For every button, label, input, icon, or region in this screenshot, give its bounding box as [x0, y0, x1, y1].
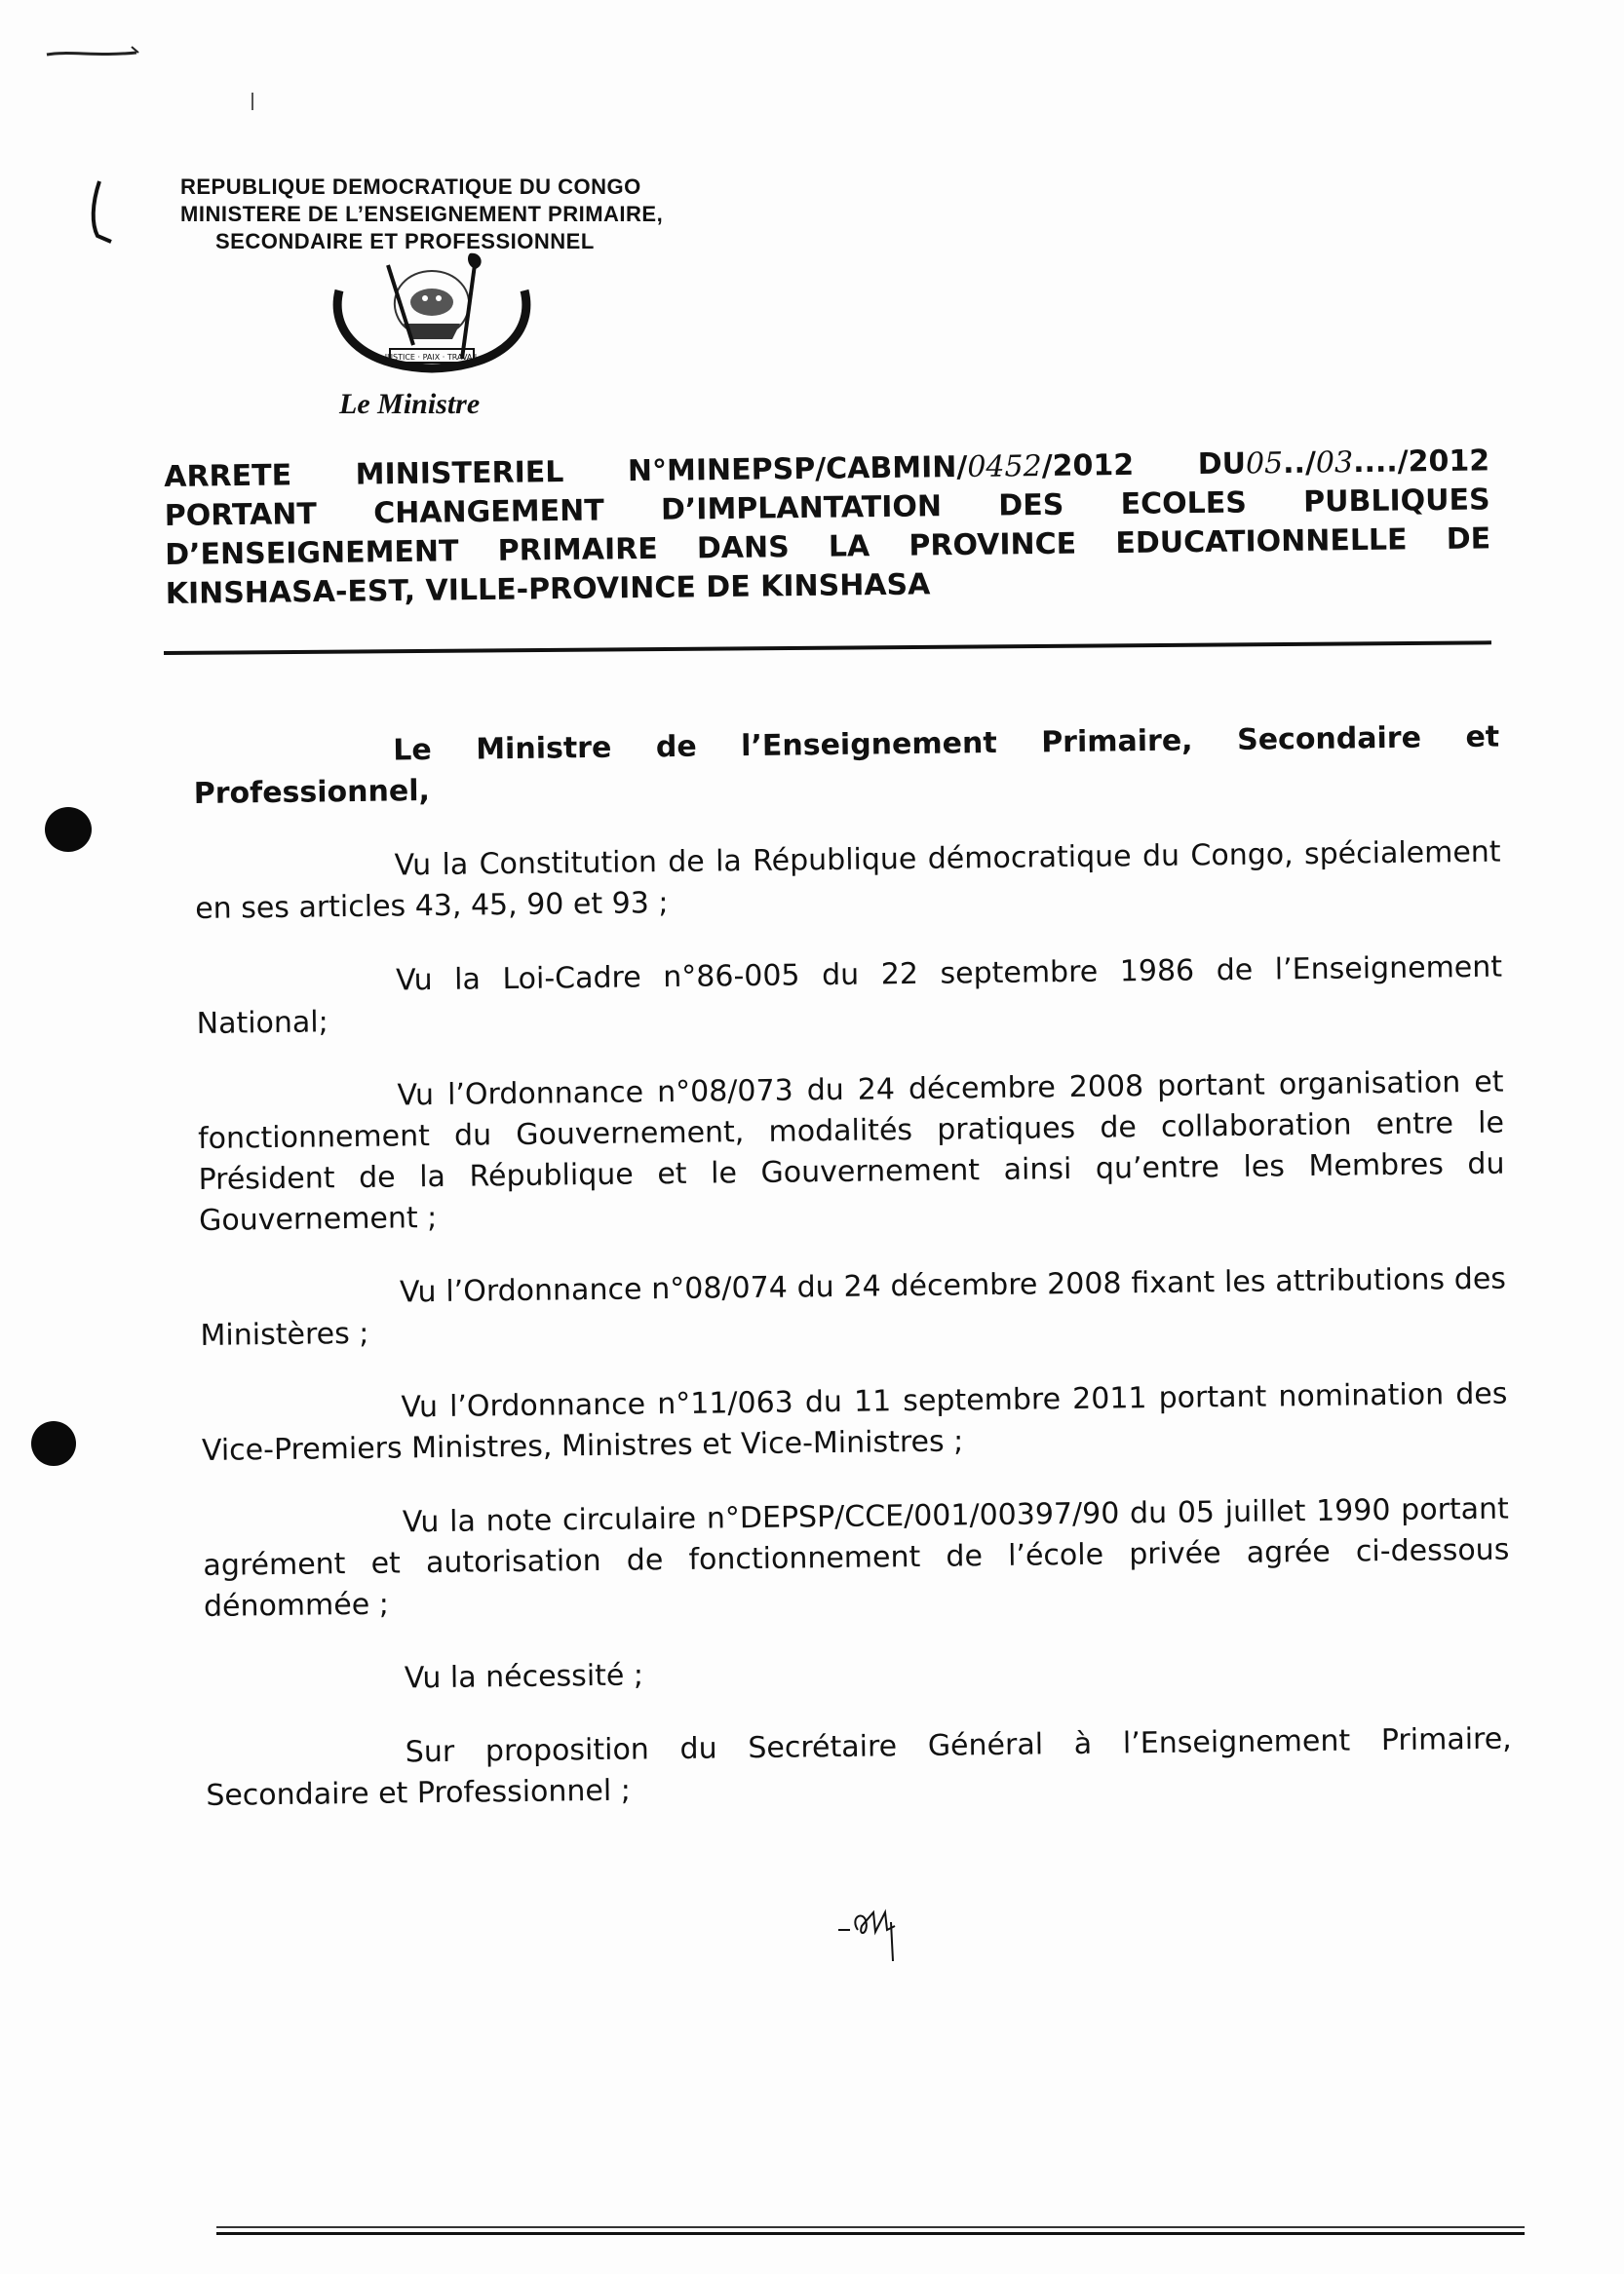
- decree-day-handwritten: 05: [1245, 445, 1284, 482]
- decree-title: [164, 442, 1491, 614]
- decree-title-subject: PORTANT CHANGEMENT D’IMPLANTATION DES ECOLES PUBLIQUES D’ENSEIGNEMENT PRIMAIRE DANS LA PROVINCE EDUCATIONNELLE DE: [164, 482, 1491, 572]
- handwritten-initials: [829, 1891, 916, 1969]
- decree-date-year: /2012: [1397, 443, 1490, 480]
- decree-reference-year: /2012 DU: [1041, 446, 1247, 483]
- recital-ordonnance-11-063: Vu l’Ordonnance n°11/063 du 11 septembre 2011 portant nomination des Vice-Premiers Ministres, Ministres et Vice-Ministres ;: [201, 1376, 1508, 1468]
- punch-hole-bottom: [31, 1421, 76, 1466]
- title-underline: [164, 640, 1491, 655]
- scan-tick: [251, 93, 253, 110]
- minister-label: Le Ministre: [339, 388, 481, 420]
- ministry-name-line2: SECONDAIRE ET PROFESSIONNEL: [215, 229, 595, 253]
- recital-ordonnance-08-074: Vu l’Ordonnance n°08/074 du 24 décembre 2008 fixant les attributions des Ministères ;: [200, 1261, 1507, 1353]
- republic-name: REPUBLIQUE DEMOCRATIQUE DU CONGO: [180, 174, 641, 199]
- recital-ordonnance-08-073: Vu l’Ordonnance n°08/073 du 24 décembre 2008 portant organisation et fonctionnement du Gouvernement, modalités pratiques de collaboration entre le Président de la République et le Gouvernement ainsi qu’entre les Membres du Gouvernement ;: [197, 1064, 1505, 1238]
- decree-title-last-line: KINSHASA-EST, VILLE-PROVINCE DE KINSHASA: [165, 567, 931, 611]
- minister-intro: Le Ministre de l’Enseignement Primaire, Secondaire et Professionnel,: [193, 719, 1500, 811]
- coat-of-arms-emblem: [320, 251, 544, 388]
- footer-rule-top: [216, 2226, 1525, 2228]
- decree-title-line1: ARRETE MINISTERIEL N°MINEPSP/CABMIN/0452/2012 DU05../03..../2012: [164, 443, 1490, 494]
- margin-bracket: [84, 175, 123, 253]
- ministry-name-line1: MINISTERE DE L’ENSEIGNEMENT PRIMAIRE,: [180, 202, 664, 226]
- recital-necessite: Vu la nécessité ;: [404, 1658, 644, 1696]
- letterhead: [180, 172, 765, 257]
- decree-reference-prefix: ARRETE MINISTERIEL N°MINEPSP/CABMIN/: [164, 449, 968, 494]
- recital-note-circulaire: Vu la note circulaire n°DEPSP/CCE/001/00397/90 du 05 juillet 1990 portant agrément et autorisation de fonctionnement de l’école privée agrée ci-dessous dénommée ;: [203, 1491, 1510, 1624]
- decree-number-handwritten: 0452: [967, 448, 1042, 484]
- decree-month-handwritten: 03: [1315, 445, 1354, 481]
- recital-proposition: Sur proposition du Secrétaire Général à l’Enseignement Primaire, Secondaire et Professionnel ;: [206, 1721, 1512, 1813]
- recital-loi-cadre: Vu la Loi-Cadre n°86-005 du 22 septembre 1986 de l’Enseignement National;: [196, 949, 1503, 1041]
- seal-motto: JUSTICE · PAIX · TRAVAIL: [384, 353, 480, 362]
- scan-mark-top-left: [39, 39, 156, 68]
- recital-constitution: Vu la Constitution de la République démocratique du Congo, spécialement en ses articles 43, 45, 90 et 93 ;: [194, 834, 1501, 926]
- punch-hole-top: [45, 807, 92, 852]
- footer-rule-bottom: [216, 2232, 1525, 2235]
- decree-body: [193, 717, 1512, 1817]
